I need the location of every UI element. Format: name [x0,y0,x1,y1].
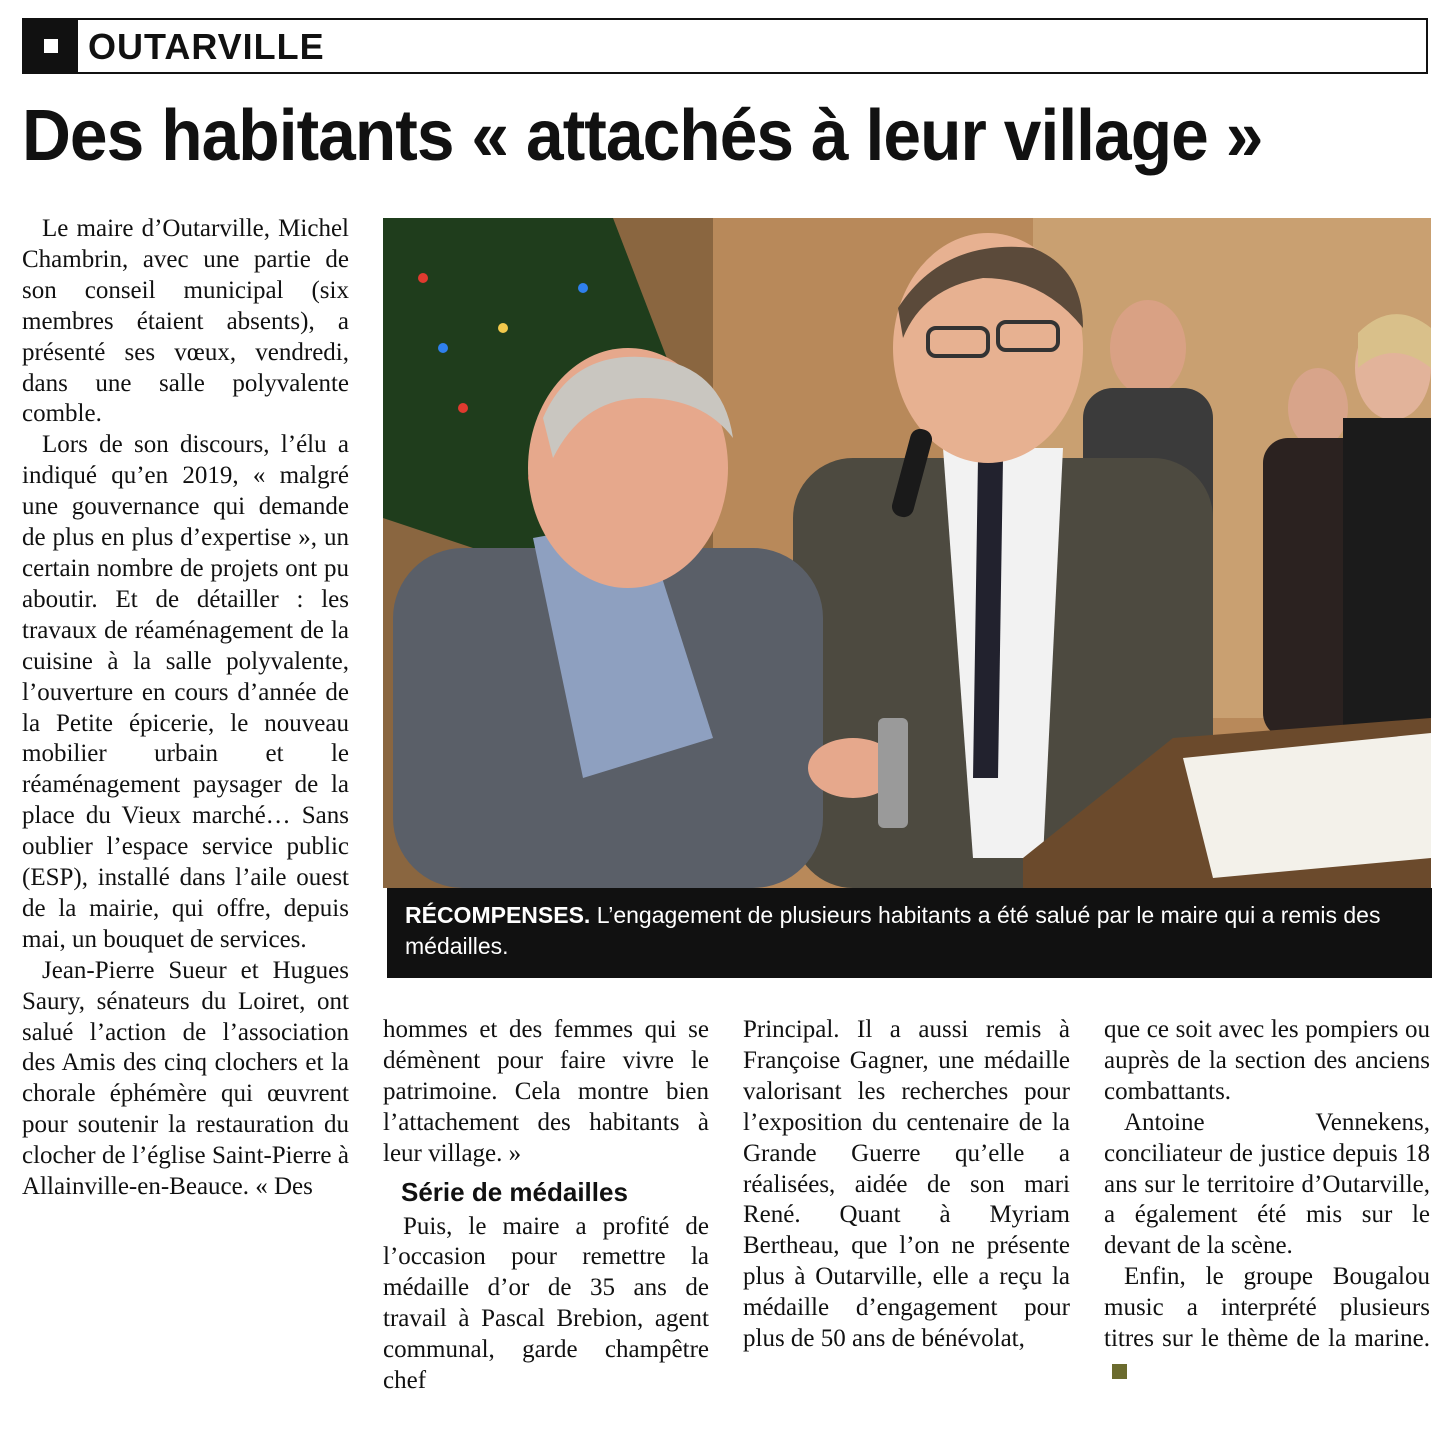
paragraph: Antoine Vennekens, conciliateur de justice depuis 18 ans sur le territoire d’Outarville, a également été mis sur le devant de la scène. [1104,1108,1430,1260]
photo-caption [387,888,1432,978]
article-column-2 [383,1015,709,1397]
paragraph: hommes et des femmes qui se démènent pour faire vivre le patrimoine. Cela montre bien l’attachement des habitants à leur village. » [383,1016,709,1167]
paragraph: Puis, le maire a profité de l’occasion pour remettre la médaille d’or de 35 ans de travail à Pascal Brebion, agent communal, garde champêtre chef [383,1212,709,1395]
paragraph: Lors de son discours, l’élu a indiqué qu’en 2019, « malgré une gouvernance qui demande de plus en plus d’expertise », un certain nombre de projets ont pu aboutir. Et de détailler : les travaux de réaménagement de la cuisine à la salle polyvalente, l’ouverture en cours d’année de la Petite épicerie, le nouveau mobilier urbain et le réaménagement paysager de la place du Vieux marché… Sans oublier l’espace service public (ESP), installé dans l’aile ouest de la mairie, qui offre, depuis mai, un bouquet de services. [22,431,349,953]
paragraph: Jean-Pierre Sueur et Hugues Saury, sénateurs du Loiret, ont salué l’action de l’association des Amis des cinq clochers et la chorale éphémère qui œuvrent pour soutenir la restauration du clocher de l’église Saint-Pierre à Allainville-en-Beauce. « Des [22,956,349,1201]
paragraph: Principal. Il a aussi remis à Françoise Gagner, une médaille valorisant les recherches pour l’exposition du centenaire de la Grande Guerre qu’elle a réalisées, aidée de son mari René. Quant à Myriam Bertheau, que l’on ne présente plus à Outarville, elle a reçu la médaille d’engagement pour plus de 50 ans de bénévolat, [743,1016,1070,1353]
article-column-3 [743,1015,1070,1355]
caption-lead: RÉCOMPENSES. [405,902,591,928]
paragraph: Le maire d’Outarville, Michel Chambrin, avec une partie de son conseil municipal (six membres étaient absents), a présenté ses vœux, vendredi, dans une salle polyvalente comble. [22,215,349,428]
paragraph-text: Enfin, le groupe Bougalou music a interprété plusieurs titres sur le thème de la marine. [1104,1263,1430,1353]
article-column-1 [22,214,349,1203]
subheading: Série de médailles [401,1176,628,1207]
final-paragraph [1104,1262,1430,1386]
article-photo [383,218,1431,888]
section-kicker [22,18,1428,74]
kicker-label: OUTARVILLE [88,26,325,67]
end-mark-icon [1112,1364,1127,1379]
headline: Des habitants « attachés à leur village » [22,96,1263,176]
kicker-square-icon [24,20,78,72]
photo-illustration [383,218,1431,888]
article-column-4 [1104,1015,1430,1386]
caption-text: L’engagement de plusieurs habitants a été salué par le maire qui a remis des médailles. [405,902,1381,959]
paragraph: que ce soit avec les pompiers ou auprès de la section des anciens combattants. [1104,1016,1430,1105]
